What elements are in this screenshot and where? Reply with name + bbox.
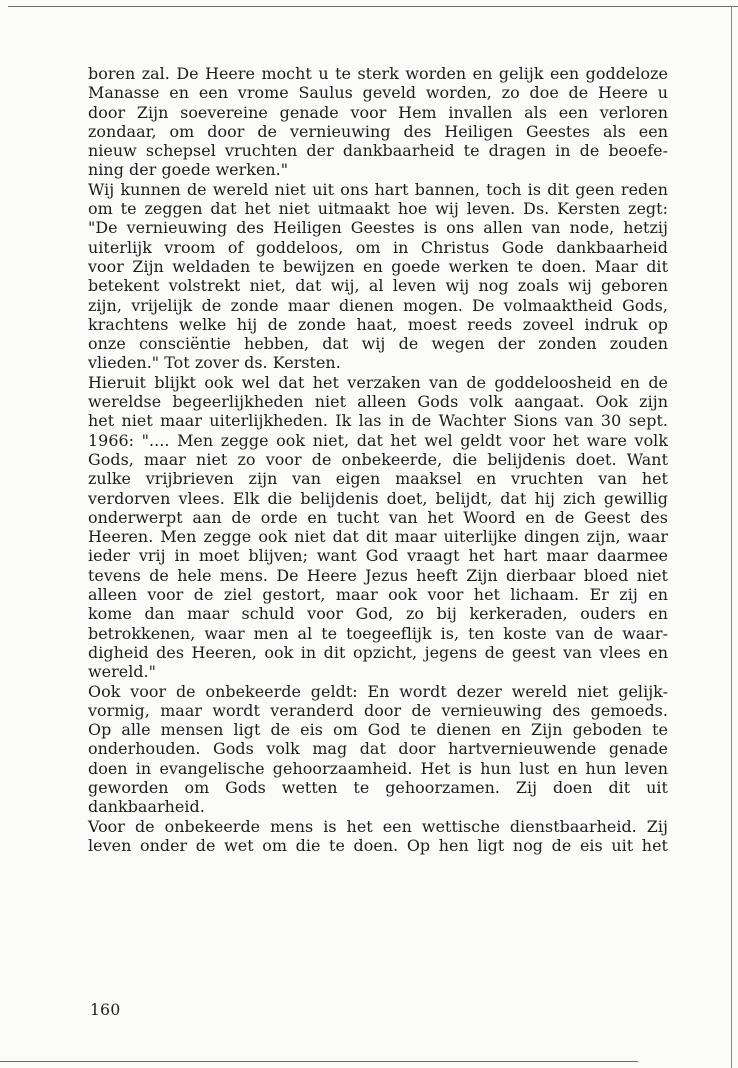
text-line: onderwerpt aan de orde en tucht van het Woord en de Geest des [88, 507, 668, 527]
text-line: krachtens welke hij de zonde haat, moest reeds zoveel indruk op [88, 314, 668, 334]
text-line: Wij kunnen de wereld niet uit ons hart bannen, toch is dit geen reden [88, 179, 668, 199]
text-line: wereld." [88, 662, 157, 682]
text-line: zondaar, om door de vernieuwing des Heiligen Geestes als een [88, 121, 668, 141]
text-line: verdorven vlees. Elk die belijdenis doet, belijdt, dat hij zich gewillig [88, 488, 668, 508]
text-line: zulke vrijbrieven zijn van eigen maaksel en vruchten van het [88, 469, 668, 489]
text-line: Hieruit blijkt ook wel dat het verzaken van de goddeloosheid en de [88, 372, 668, 392]
text-line: dankbaarheid. [88, 797, 205, 817]
text-line: vlieden." Tot zover ds. Kersten. [88, 353, 341, 373]
text-line: Manasse en een vrome Saulus geveld worden, zo doe de Heere u [88, 83, 668, 103]
text-line: Ook voor de onbekeerde geldt: En wordt dezer wereld niet gelijk- [88, 681, 668, 701]
text-line: ieder vrij in moet blijven; want God vraagt het hart maar daarmee [88, 546, 668, 566]
text-line: Heeren. Men zegge ook niet dat dit maar uiterlijke dingen zijn, waar [88, 527, 668, 547]
text-line: uiterlijk vroom of goddeloos, om in Christus Gode dankbaarheid [88, 237, 668, 257]
text-line: betrokkenen, waar men al te toegeeflijk is, ten koste van de waar- [88, 623, 668, 643]
text-line: voor Zijn weldaden te bewijzen en goede werken te doen. Maar dit [88, 256, 668, 276]
text-line: vormig, maar wordt veranderd door de vernieuwing des gemoeds. [88, 700, 668, 720]
text-line: betekent volstrekt niet, dat wij, al leven wij nog zoals wij geboren [88, 276, 668, 296]
text-line: alleen voor de ziel gestort, maar ook voor het lichaam. Er zij en [88, 585, 668, 605]
text-line: 1966: ".... Men zegge ook niet, dat het wel geldt voor het ware volk [88, 430, 668, 450]
text-line: kome dan maar schuld voor God, zo bij kerkeraden, ouders en [88, 604, 668, 624]
text-line: onderhouden. Gods volk mag dat door hartvernieuwende genade [88, 739, 668, 759]
text-line: zijn, vrijelijk de zonde maar dienen mogen. De volmaaktheid Gods, [88, 295, 668, 315]
text-line: tevens de hele mens. De Heere Jezus heeft Zijn dierbaar bloed niet [88, 565, 668, 585]
page-number: 160 [90, 1001, 121, 1019]
text-line: om te zeggen dat het niet uitmaakt hoe wij leven. Ds. Kersten zegt: [88, 199, 668, 219]
text-line: wereldse begeerlijkheden niet alleen Gods volk aangaat. Ook zijn [88, 392, 668, 412]
text-line: het niet maar uiterlijkheden. Ik las in de Wachter Sions van 30 sept. [88, 411, 668, 431]
text-line: Gods, maar niet zo voor de onbekeerde, die belijdenis doet. Want [88, 449, 668, 469]
text-line: boren zal. De Heere mocht u te sterk worden en gelijk een goddeloze [88, 64, 668, 83]
text-line: onze consciëntie hebben, dat wij de wegen der zonden zouden [88, 334, 668, 354]
text-line: doen in evangelische gehoorzaamheid. Het is hun lust en hun leven [88, 758, 668, 778]
text-line: leven onder de wet om die te doen. Op hen ligt nog de eis uit het [88, 835, 668, 855]
body-text [88, 64, 668, 855]
text-line: Voor de onbekeerde mens is het een wettische dienstbaarheid. Zij [88, 816, 668, 836]
text-line: door Zijn soevereine genade voor Hem invallen als een verloren [88, 102, 668, 122]
text-line: "De vernieuwing des Heiligen Geestes is ons allen van node, hetzij [88, 218, 668, 238]
text-line: digheid des Heeren, ook in dit opzicht, jegens de geest van vlees en [88, 642, 668, 662]
text-line: nieuw schepsel vruchten der dankbaarheid te dragen in de beoefe- [88, 141, 668, 161]
right-edge-rule [731, 6, 732, 1068]
top-edge-rule [8, 6, 738, 7]
text-line: ning der goede werken." [88, 160, 289, 180]
text-line: geworden om Gods wetten te gehoorzamen. Zij doen dit uit [88, 777, 668, 797]
bottom-edge-rule [0, 1061, 638, 1062]
text-line: Op alle mensen ligt de eis om God te dienen en Zijn geboden te [88, 720, 668, 740]
